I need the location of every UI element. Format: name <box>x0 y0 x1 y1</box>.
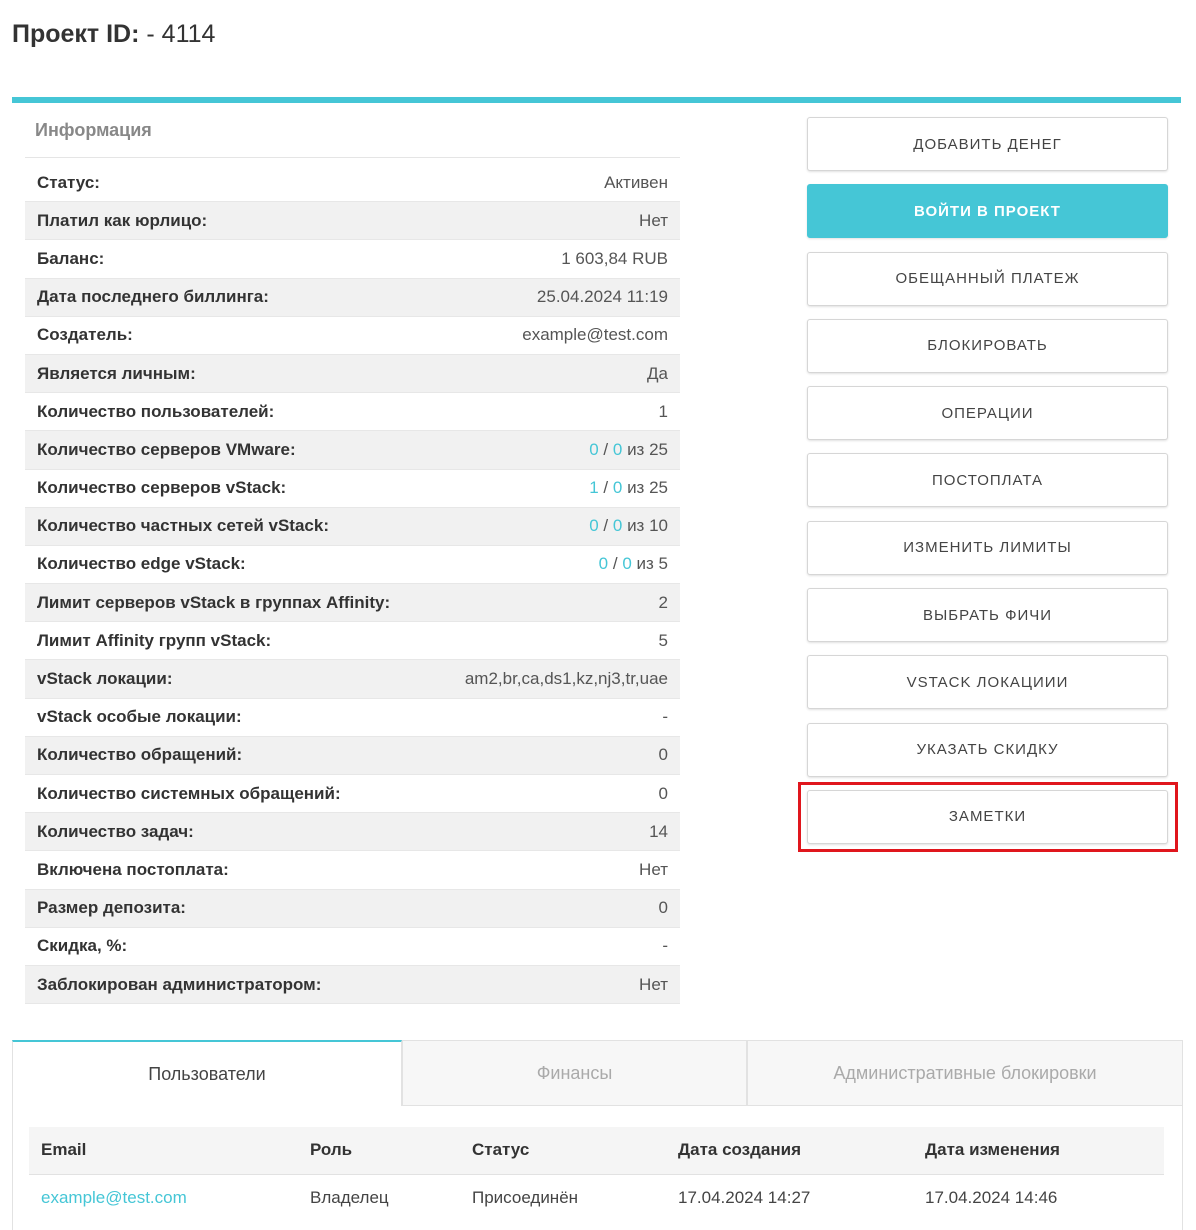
tab-bar <box>12 1040 1183 1106</box>
info-row-tickets <box>25 737 680 775</box>
vstack-locations-button[interactable]: VSTACK ЛОКАЦИИИ <box>807 655 1168 709</box>
info-value <box>589 440 668 460</box>
info-label: Платил как юрлицо: <box>37 210 208 230</box>
project-id: - 4114 <box>146 20 216 48</box>
creator-email-link[interactable]: example@test.com <box>522 325 668 345</box>
info-value <box>599 554 668 574</box>
info-label: Размер депозита: <box>37 898 186 918</box>
info-row-creator <box>25 317 680 355</box>
enter-project-button[interactable]: ВОЙТИ В ПРОЕКТ <box>807 184 1168 238</box>
info-value: Нет <box>639 210 668 230</box>
col-role: Роль <box>298 1127 460 1174</box>
user-status-cell: Присоединён <box>472 1188 579 1208</box>
info-label: Количество частных сетей vStack: <box>37 516 329 536</box>
table-row <box>29 1174 1164 1222</box>
info-row-affinity-group-limit <box>25 622 680 660</box>
info-value: 2 <box>658 592 668 612</box>
info-row-last-billing <box>25 279 680 317</box>
user-role-cell: Владелец <box>310 1188 389 1208</box>
info-label: Лимит Affinity групп vStack: <box>37 630 272 650</box>
info-row-postpaid <box>25 851 680 889</box>
tab-admin-blocks[interactable]: Административные блокировки <box>747 1040 1183 1106</box>
info-value: - <box>662 936 668 956</box>
info-row-vstack-special-locations <box>25 699 680 737</box>
promised-payment-button[interactable]: ОБЕЩАННЫЙ ПЛАТЕЖ <box>807 252 1168 306</box>
col-created: Дата создания <box>666 1127 913 1174</box>
set-discount-button[interactable]: УКАЗАТЬ СКИДКУ <box>807 723 1168 777</box>
count-link[interactable]: 0 <box>622 554 632 574</box>
info-value: am2,br,ca,ds1,kz,nj3,tr,uae <box>464 669 668 689</box>
count-separator: / <box>603 439 609 459</box>
info-label: Количество пользователей: <box>37 401 275 421</box>
info-section-title: Информация <box>35 120 152 140</box>
postpaid-button[interactable]: ПОСТОПЛАТА <box>807 453 1168 507</box>
count-limit: из 25 <box>627 439 668 459</box>
info-label: Количество серверов vStack: <box>37 478 287 498</box>
count-separator: / <box>603 478 609 498</box>
count-separator: / <box>603 516 609 536</box>
operations-button[interactable]: ОПЕРАЦИИ <box>807 386 1168 440</box>
info-label: vStack локации: <box>37 669 173 689</box>
tasks-count-link[interactable]: 14 <box>649 821 668 841</box>
info-value: 0 <box>658 898 668 918</box>
info-label: Лимит серверов vStack в группах Affinity: <box>37 592 391 612</box>
users-table-header <box>29 1127 1164 1174</box>
system-tickets-count-link[interactable]: 0 <box>658 783 668 803</box>
count-separator: / <box>612 554 618 574</box>
page-title <box>12 20 215 49</box>
info-row-tasks <box>25 813 680 851</box>
info-value: 1 603,84 RUB <box>561 248 668 268</box>
info-label: Включена постоплата: <box>37 859 229 879</box>
notes-button[interactable]: ЗАМЕТКИ <box>807 790 1168 844</box>
tab-users[interactable]: Пользователи <box>12 1040 402 1106</box>
actions-panel <box>807 117 1168 857</box>
info-row-system-tickets <box>25 775 680 813</box>
info-row-legal-entity <box>25 202 680 240</box>
add-money-button[interactable]: ДОБАВИТЬ ДЕНЕГ <box>807 117 1168 171</box>
info-value: - <box>662 707 668 727</box>
info-value: Активен <box>604 172 668 192</box>
info-label: Количество задач: <box>37 821 194 841</box>
info-row-balance <box>25 240 680 278</box>
info-label: Заблокирован администратором: <box>37 974 322 994</box>
info-label: Скидка, %: <box>37 936 128 956</box>
user-email-link[interactable]: example@test.com <box>41 1188 187 1208</box>
info-row-affinity-server-limit <box>25 584 680 622</box>
info-row-discount <box>25 928 680 966</box>
col-status: Статус <box>460 1127 666 1174</box>
block-button[interactable]: БЛОКИРОВАТЬ <box>807 319 1168 373</box>
count-link[interactable]: 0 <box>598 554 609 574</box>
count-link[interactable]: 0 <box>612 516 623 536</box>
count-link[interactable]: 0 <box>589 516 599 536</box>
page-title-label: Проект ID: <box>12 20 140 48</box>
user-updated-cell: 17.04.2024 14:46 <box>925 1188 1058 1208</box>
info-value: 5 <box>658 630 668 650</box>
users-table <box>29 1127 1164 1222</box>
info-row-user-count <box>25 393 680 431</box>
info-value: 25.04.2024 11:19 <box>536 287 668 307</box>
info-label: Статус: <box>37 172 100 192</box>
count-limit: из 5 <box>636 554 668 574</box>
info-value <box>589 516 668 536</box>
info-label: Количество серверов VMware: <box>37 439 296 459</box>
info-value: Нет <box>639 859 668 879</box>
info-divider <box>25 157 680 158</box>
select-features-button[interactable]: ВЫБРАТЬ ФИЧИ <box>807 588 1168 642</box>
count-limit: из 10 <box>627 516 668 536</box>
change-limits-button[interactable]: ИЗМЕНИТЬ ЛИМИТЫ <box>807 521 1168 575</box>
info-value <box>589 478 668 498</box>
info-row-vstack-edge <box>25 546 680 584</box>
user-created-cell: 17.04.2024 14:27 <box>678 1188 811 1208</box>
info-row-vstack-locations <box>25 660 680 698</box>
info-row-status <box>25 164 680 202</box>
info-table <box>25 164 680 1004</box>
info-row-vstack-servers <box>25 470 680 508</box>
count-limit: из 25 <box>627 478 668 498</box>
col-email: Email <box>29 1127 298 1174</box>
info-value: Нет <box>639 974 668 994</box>
info-row-vmware-servers <box>25 431 680 469</box>
info-label: Баланс: <box>37 248 105 268</box>
info-label: Количество обращений: <box>37 745 243 765</box>
count-link[interactable]: 0 <box>589 439 599 459</box>
info-label: Количество edge vStack: <box>37 554 246 574</box>
info-label: Количество системных обращений: <box>37 783 341 803</box>
info-label: Является личным: <box>37 363 196 383</box>
info-value: 1 <box>658 401 668 421</box>
tab-finances[interactable]: Финансы <box>402 1040 747 1106</box>
info-value: Да <box>647 363 668 383</box>
info-label: vStack особые локации: <box>37 707 242 727</box>
info-row-vstack-networks <box>25 508 680 546</box>
info-row-admin-blocked <box>25 966 680 1004</box>
count-link[interactable]: 1 <box>589 478 599 498</box>
count-link[interactable]: 0 <box>612 478 623 498</box>
user-email-cell <box>29 1174 298 1222</box>
col-updated: Дата изменения <box>913 1127 1164 1174</box>
info-row-personal <box>25 355 680 393</box>
tickets-count-link[interactable]: 0 <box>658 745 668 765</box>
info-row-deposit <box>25 890 680 928</box>
info-label: Дата последнего биллинга: <box>37 287 269 307</box>
count-link[interactable]: 0 <box>612 439 623 459</box>
info-label: Создатель: <box>37 325 133 345</box>
